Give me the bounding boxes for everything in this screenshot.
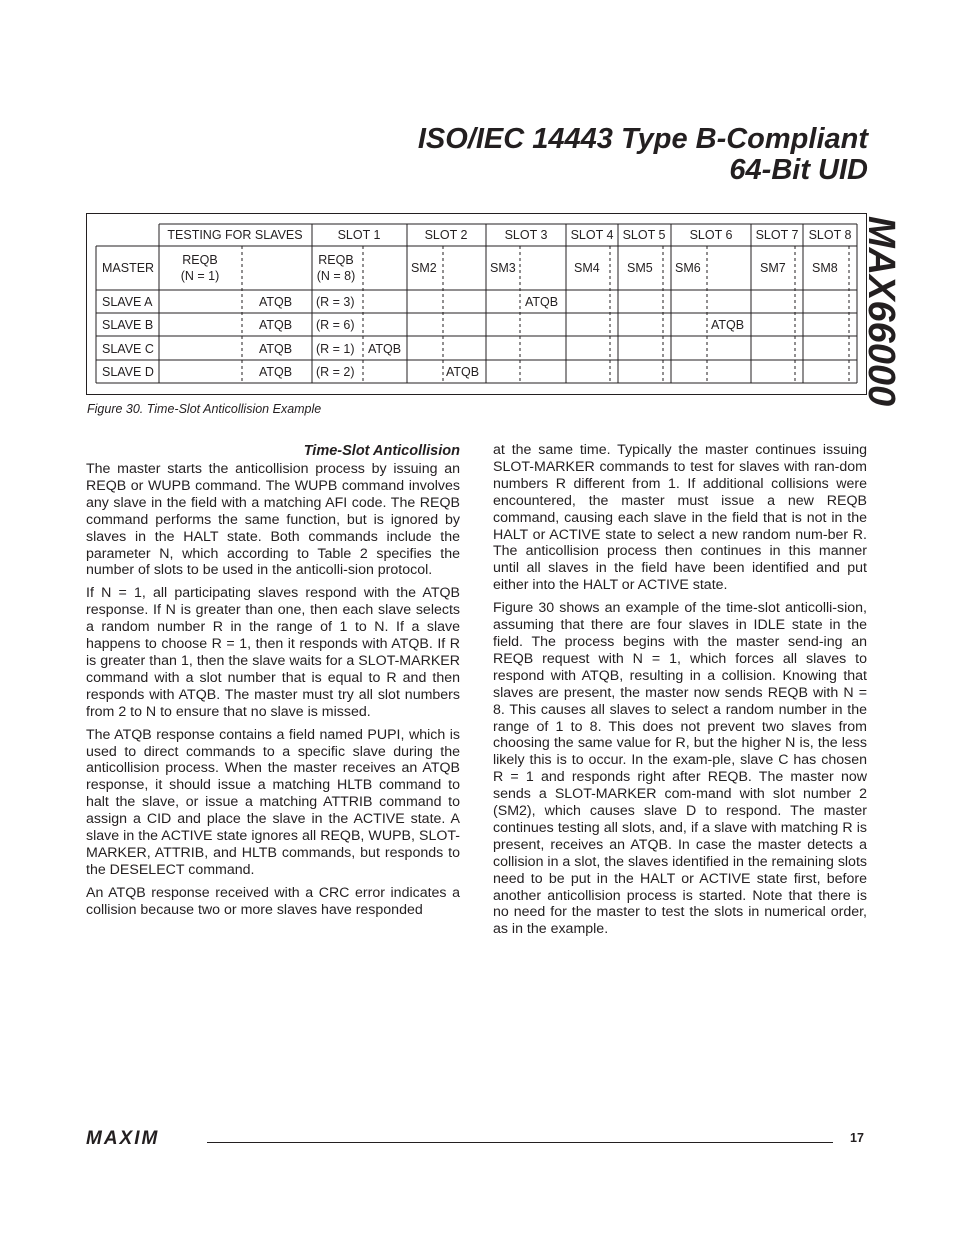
slave-b-r-value: (R = 6)	[316, 318, 355, 332]
header-slot-7: SLOT 7	[755, 228, 799, 242]
master-sm7: SM7	[760, 261, 786, 275]
header-slot-4: SLOT 4	[570, 228, 614, 242]
left-column	[86, 442, 460, 925]
slave-a-atqb-slot-3: ATQB	[525, 295, 559, 309]
body-paragraph: The ATQB response contains a field named PUPI, which is used to direct commands to a specific slave during the anticollision process. When the master receives an ATQB response, it should issue a matching HLTB command to halt the slave, or issue a matching ATTRIB command to assign a CID and place the slave in the ACTIVE state. A slave in the ACTIVE state ignores all REQB, WUPB, SLOT-MARKER, ATTRIB, and HLTB commands, but responds to the DESELECT command.	[86, 726, 460, 878]
slave-d-atqb-collision: ATQB	[259, 365, 293, 379]
row-label-slave-c: SLAVE C	[102, 342, 154, 356]
body-paragraph: at the same time. Typically the master continues issuing SLOT-MARKER commands to test for slaves with ran-dom numbers R different from 1. If additional collisions were encountered, the master must issue a new REQB command, causing each slave in the field that is not in the HALT or ACTIVE state to select a new random num-ber R. The anticollision process then continues in this manner until all slaves in the field have been identified and put either into the HALT or ACTIVE state.	[493, 442, 867, 594]
master-reqb-n8-line1: REQB	[318, 253, 354, 267]
header-slot-5: SLOT 5	[622, 228, 666, 242]
slave-b-atqb-slot-6: ATQB	[711, 318, 745, 332]
master-sm6: SM6	[675, 261, 701, 275]
master-sm3: SM3	[490, 261, 516, 275]
master-sm2: SM2	[411, 261, 437, 275]
header-slot-3: SLOT 3	[504, 228, 548, 242]
header-slot-8: SLOT 8	[808, 228, 852, 242]
header-slot-1: SLOT 1	[337, 228, 381, 242]
body-paragraph: An ATQB response received with a CRC error indicates a collision because two or more slaves have responded	[86, 884, 460, 918]
footer-rule	[207, 1142, 833, 1143]
body-paragraph: Figure 30 shows an example of the time-slot anticolli-sion, assuming that there are four slaves in IDLE state in the field. The process begins with the master send-ing an REQB request with N = 1, which forces all slaves to respond with ATQB, resulting in a collision. Knowing that slaves are present, the master now sends REQB with N = 8. This causes all slaves to select a random number in the range of 1 to 8. This does not prevent two slaves from choosing the same value for R, but the higher N is, the less likely this is to occur. In the exam-ple, slave C has chosen R = 1 and responds right after REQB. The master now sends a SLOT-MARKER com-mand with slot number 2 (SM2), which causes slave D to respond. The master continues testing all slots, and, if a slave with matching R is present, receives an ATQB. In case the master detects a collision in a slot, the slaves identified in the remaining slots need to be put in the HALT or ACTIVE state first, before another anticollision process is started. Note that there is no need for the master to test the slots in numerical order, as in the example.	[493, 600, 867, 938]
figure-30-box	[86, 213, 867, 395]
slave-d-atqb-slot-2: ATQB	[446, 365, 480, 379]
row-label-master: MASTER	[102, 261, 155, 275]
header-slot-6: SLOT 6	[689, 228, 733, 242]
right-column	[493, 442, 867, 944]
page-number: 17	[850, 1131, 864, 1145]
title-line-1: ISO/IEC 14443 Type B-Compliant	[417, 123, 868, 155]
time-slot-diagram	[87, 214, 868, 396]
master-sm4: SM4	[574, 261, 600, 275]
slave-c-atqb-collision: ATQB	[259, 342, 293, 356]
row-label-slave-a: SLAVE A	[102, 295, 153, 309]
row-label-slave-d: SLAVE D	[102, 365, 154, 379]
master-sm8: SM8	[812, 261, 838, 275]
slave-a-atqb-collision: ATQB	[259, 295, 293, 309]
diagram-grid	[96, 224, 857, 383]
body-paragraph: If N = 1, all participating slaves respond with the ATQB response. If N is greater than one, then each slave selects a random number R in the range of 1 to N. If a slave happens to choose R = 1, then it responds with ATQB. If R is greater than 1, then the slave waits for a SLOT-MARKER command with a slot number that is equal to R and then responds with ATQB. The master must try all slot numbers from 2 to N to ensure that no slave is missed.	[86, 585, 460, 720]
master-sm5: SM5	[627, 261, 653, 275]
slave-c-r-value: (R = 1)	[316, 342, 355, 356]
row-label-slave-b: SLAVE B	[102, 318, 154, 332]
title-line-2: 64-Bit UID	[729, 154, 868, 186]
slave-a-r-value: (R = 3)	[316, 295, 355, 309]
slave-b-atqb-collision: ATQB	[259, 318, 293, 332]
master-reqb-n1-line2: (N = 1)	[180, 269, 220, 283]
master-reqb-n1-line1: REQB	[182, 253, 218, 267]
body-paragraph: The master starts the anticollision process by issuing an REQB or WUPB command. The WUPB command involves any slave in the field with a matching AFI code. The REQB command performs the same function, but is ignored by slaves in the HALT state. Both commands include the parameter N, which according to Table 2 specifies the number of slots to be used in the anticolli-sion protocol.	[86, 461, 460, 579]
section-heading: Time-Slot Anticollision	[303, 443, 460, 459]
slave-d-r-value: (R = 2)	[316, 365, 355, 379]
part-number-side-label: MAX66000	[860, 216, 902, 407]
maxim-logo-mark	[86, 1129, 198, 1147]
figure-caption: Figure 30. Time-Slot Anticollision Example	[87, 402, 322, 416]
master-reqb-n8-line2: (N = 8)	[316, 269, 356, 283]
header-testing-for-slaves: TESTING FOR SLAVES	[167, 228, 303, 242]
document-title	[168, 124, 868, 186]
maxim-logo	[86, 1129, 198, 1152]
header-slot-2: SLOT 2	[424, 228, 468, 242]
slave-c-atqb-slot-1: ATQB	[368, 342, 402, 356]
maxim-logo-text: MAXIM	[86, 1129, 160, 1147]
